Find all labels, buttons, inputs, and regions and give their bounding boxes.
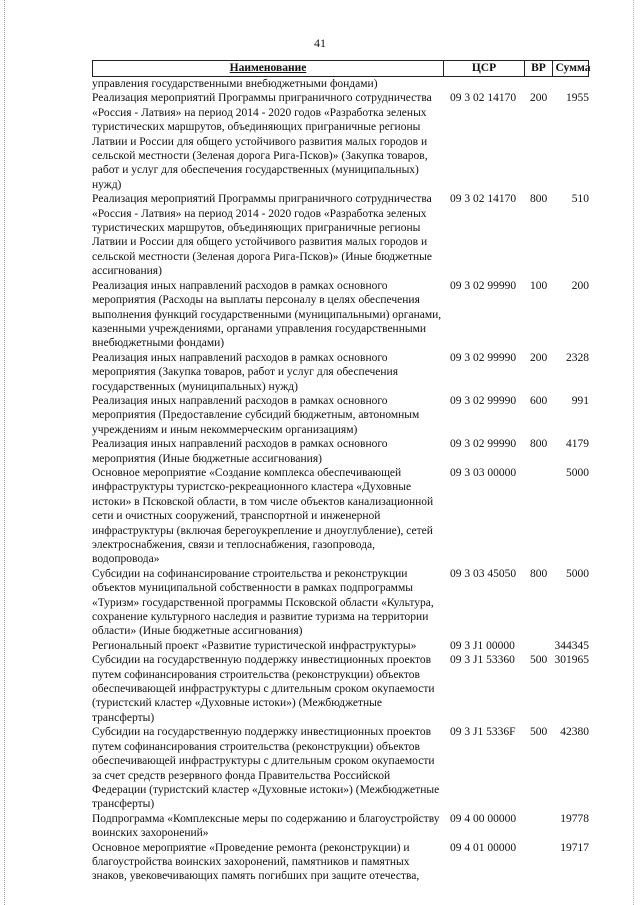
- row-csr: 09 3 J1 00000: [450, 639, 515, 652]
- row-name: Реализация иных направлений расходов в рамках основного мероприятия (Предоставление субсидий бюджетным, автономным учреждениям и иным некоммерческим организациям): [92, 394, 420, 436]
- row-sum: 4179: [566, 438, 589, 451]
- row-csr: 09 3 J1 5336F: [450, 726, 516, 739]
- header-csr: ЦСР: [443, 61, 524, 76]
- row-name: Региональный проект «Развитие туристической инфраструктуры»: [92, 639, 417, 652]
- header-name: Наименование: [229, 62, 307, 74]
- row-vr: 800: [530, 438, 548, 451]
- row-name: Основное мероприятие «Проведение ремонта (реконструкции) и благоустройства воинских захоронений, памятников и памятных знаков, увековечивающих память погибших при защите отечества,: [92, 841, 420, 883]
- row-vr: 800: [530, 567, 548, 580]
- row-name: Основное мероприятие «Создание комплекса обеспечивающей инфраструктуры туристско-рекреационного кластера «Духовные истоки» в Псковской области, в том числе объектов канализационной сети и очистных сооружений, транспортной и инженерной инфраструктуры (включая берегоукрепление и дноуглубление), сетей электроснабжения, связи и теплоснабжения, газопровода, водопровода»: [92, 466, 434, 566]
- table-row: [92, 466, 589, 567]
- row-sum: 510: [571, 193, 589, 206]
- row-vr: 500: [530, 654, 548, 667]
- table-row: [92, 841, 589, 884]
- table-row: [92, 653, 589, 725]
- row-sum: 344345: [554, 639, 589, 652]
- table-row: [92, 192, 589, 278]
- row-name: Реализация мероприятий Программы приграничного сотрудничества «Россия - Латвия» на период 2014 - 2020 годов «Разработка зеленых туристических маршрутов, объединяющих приграничные регионы Латвии и России для общего устойчивого развития малых городов и сельской местности (Зеленая дорога Рига-Псков)» (Закупка товаров, работ и услуг для обеспечения государственных (муниципальных) нужд): [92, 92, 432, 191]
- table-row: [92, 725, 589, 811]
- table-header: [92, 60, 589, 77]
- scan-edge-right: [633, 0, 635, 905]
- row-sum: 2328: [566, 351, 589, 364]
- row-vr: 600: [530, 394, 548, 407]
- table-row: [92, 279, 589, 351]
- row-csr: 09 3 02 99990: [450, 394, 517, 407]
- table-row: [92, 567, 589, 639]
- budget-table: [92, 60, 589, 884]
- row-sum: 19717: [560, 841, 589, 854]
- row-name: Субсидии на государственную поддержку инвестиционных проектов путем софинансирования строительства (реконструкции) объектов обеспечивающей инфраструктуры с длительным сроком окупаемости (туристский кластер «Духовные истоки») (Межбюджетные трансферты): [92, 654, 435, 724]
- page-number: 41: [314, 36, 326, 50]
- table-body: [92, 77, 589, 884]
- row-name: управления государственными внебюджетными фондами): [92, 78, 378, 90]
- row-sum: 42380: [560, 726, 589, 739]
- row-name: Реализация иных направлений расходов в рамках основного мероприятия (Закупка товаров, работ и услуг для обеспечения государственных (муниципальных) нужд): [92, 351, 399, 393]
- row-csr: 09 3 02 14170: [450, 193, 517, 206]
- table-row: [92, 812, 589, 841]
- row-csr: 09 3 03 45050: [450, 567, 517, 580]
- row-vr: 800: [530, 193, 548, 206]
- row-vr: 200: [530, 351, 548, 364]
- row-csr: 09 3 02 99990: [450, 279, 517, 292]
- row-sum: 301965: [554, 654, 589, 667]
- row-csr: 09 3 02 14170: [450, 92, 517, 105]
- table-row: [92, 351, 589, 394]
- row-sum: 19778: [560, 812, 589, 825]
- row-sum: 5000: [566, 567, 589, 580]
- row-sum: 1955: [566, 92, 589, 105]
- table-row: [92, 77, 589, 91]
- header-vr: ВР: [524, 61, 552, 76]
- row-csr: 09 3 03 00000: [450, 466, 517, 479]
- row-name: Реализация иных направлений расходов в рамках основного мероприятия (Расходы на выплаты персоналу в целях обеспечения выполнения функций государственными (муниципальными) органами, казенными учреждениями, органами управления государственными внебюджетными фондами): [92, 279, 442, 350]
- header-sum: Сумма: [552, 61, 593, 76]
- row-name: Субсидии на государственную поддержку инвестиционных проектов путем софинансирования строительства (реконструкции) объектов обеспечивающей инфраструктуры с длительным сроком окупаемости за счет средств резервного фонда Правительства Российской Федерации (туристский кластер «Духовные истоки») (Межбюджетные трансферты): [92, 726, 440, 811]
- row-sum: 5000: [566, 466, 589, 479]
- row-csr: 09 3 02 99990: [450, 438, 517, 451]
- table-row: [92, 639, 589, 653]
- row-sum: 991: [571, 394, 589, 407]
- row-csr: 09 4 01 00000: [450, 841, 517, 854]
- row-csr: 09 3 J1 53360: [450, 654, 515, 667]
- scan-edge-left: [4, 0, 6, 905]
- row-vr: 200: [530, 92, 548, 105]
- row-csr: 09 3 02 99990: [450, 351, 517, 364]
- row-sum: 200: [571, 279, 589, 292]
- row-name: Субсидии на софинансирование строительства и реконструкции объектов муниципальной собственности в рамках подпрограммы «Туризм» государственной программы Псковской области «Культура, сохранение культурного наследия и развитие туризма на территории области» (Иные бюджетные ассигнования): [92, 567, 434, 638]
- table-row: [92, 91, 589, 192]
- row-name: Реализация иных направлений расходов в рамках основного мероприятия (Иные бюджетные ассигнования): [92, 438, 388, 465]
- table-row: [92, 394, 589, 437]
- row-vr: 100: [530, 279, 548, 292]
- table-row: [92, 437, 589, 466]
- row-name: Реализация мероприятий Программы приграничного сотрудничества «Россия - Латвия» на период 2014 - 2020 годов «Разработка зеленых туристических маршрутов, объединяющих приграничные регионы Латвии и России для общего устойчивого развития малых городов и сельской местности (Зеленая дорога Рига-Псков)» (Иные бюджетные ассигнования): [92, 193, 432, 278]
- row-name: Подпрограмма «Комплексные меры по содержанию и благоустройству воинских захоронений»: [92, 812, 440, 840]
- row-vr: 500: [530, 726, 548, 739]
- row-csr: 09 4 00 00000: [450, 812, 517, 825]
